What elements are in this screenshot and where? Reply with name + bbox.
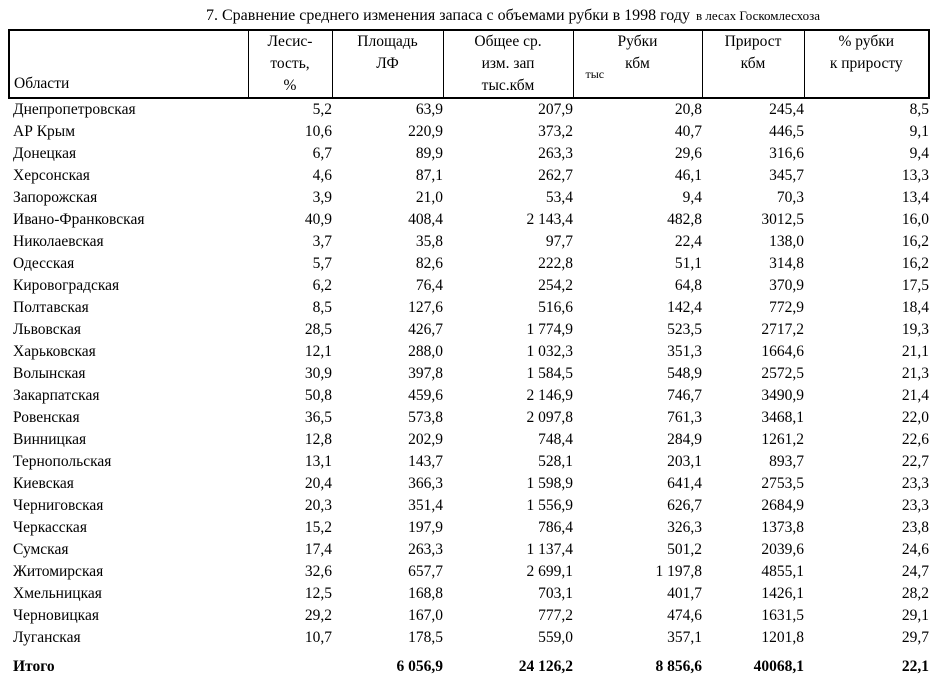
- forest-cover-cell: 20,3: [304, 497, 332, 514]
- region-cell: АР Крым: [13, 123, 75, 140]
- table-title-main: 7. Сравнение среднего изменения запаса с объемами рубки в 1998 году: [206, 7, 690, 24]
- pct-cell: 23,3: [901, 475, 929, 492]
- pct-cell: 24,6: [901, 541, 929, 558]
- table-row: [9, 495, 929, 517]
- pct-cell: 13,3: [901, 167, 929, 184]
- area-cell: 143,7: [408, 453, 443, 470]
- forest-cover-cell: 12,8: [304, 431, 332, 448]
- region-cell: Николаевская: [13, 233, 104, 250]
- total-stock-change-cell: 24 126,2: [518, 658, 573, 675]
- table-row: [9, 143, 929, 165]
- region-cell: Одесская: [13, 255, 75, 272]
- forest-cover-cell: 12,1: [304, 343, 332, 360]
- forest-cover-cell: 6,7: [312, 145, 332, 162]
- stock-change-cell: 1 584,5: [526, 365, 573, 382]
- region-cell: Черкасская: [13, 519, 87, 536]
- cutting-cell: 761,3: [667, 409, 702, 426]
- growth-cell: 2039,6: [761, 541, 804, 558]
- region-cell: Запорожская: [13, 189, 98, 206]
- stock-change-cell: 516,6: [538, 299, 573, 316]
- table-row: [9, 385, 929, 407]
- header-cutting: [573, 30, 702, 98]
- stock-change-cell: 2 143,4: [526, 211, 573, 228]
- region-cell: Ровенская: [13, 409, 80, 426]
- header-cutting-line2: кбм: [625, 55, 650, 72]
- stock-change-cell: 786,4: [538, 519, 573, 536]
- table-row: [9, 341, 929, 363]
- header-forest-cover-line3: %: [283, 77, 297, 94]
- total-growth-cell: 40068,1: [753, 658, 804, 675]
- pct-cell: 28,2: [901, 585, 929, 602]
- area-cell: 63,9: [415, 101, 443, 118]
- area-cell: 21,0: [415, 189, 443, 206]
- area-cell: 87,1: [415, 167, 443, 184]
- table-row: [9, 209, 929, 231]
- region-cell: Хмельницкая: [13, 585, 102, 602]
- area-cell: 288,0: [408, 343, 443, 360]
- growth-cell: 3490,9: [761, 387, 804, 404]
- table-row: [9, 187, 929, 209]
- area-cell: 202,9: [408, 431, 443, 448]
- cutting-cell: 523,5: [667, 321, 702, 338]
- cutting-cell: 746,7: [667, 387, 702, 404]
- growth-cell: 70,3: [776, 189, 804, 206]
- region-cell: Киевская: [13, 475, 74, 492]
- region-cell: Луганская: [13, 629, 81, 646]
- area-cell: 127,6: [408, 299, 443, 316]
- cutting-cell: 501,2: [667, 541, 702, 558]
- growth-cell: 446,5: [769, 123, 804, 140]
- table-row: [9, 297, 929, 319]
- forest-cover-cell: 6,2: [312, 277, 332, 294]
- area-cell: 263,3: [408, 541, 443, 558]
- stock-change-cell: 222,8: [538, 255, 573, 272]
- table-row: [9, 275, 929, 297]
- header-pct: [804, 30, 929, 98]
- table-row: [9, 121, 929, 143]
- stock-change-cell: 207,9: [538, 101, 573, 118]
- forest-cover-cell: 5,7: [312, 255, 332, 272]
- cutting-cell: 482,8: [667, 211, 702, 228]
- table-row: [9, 517, 929, 539]
- growth-cell: 3468,1: [761, 409, 804, 426]
- stock-change-cell: 2 097,8: [526, 409, 573, 426]
- region-cell: Закарпатская: [13, 387, 100, 404]
- growth-cell: 138,0: [769, 233, 804, 250]
- cutting-cell: 641,4: [667, 475, 702, 492]
- pct-cell: 19,3: [901, 321, 929, 338]
- growth-cell: 1373,8: [761, 519, 804, 536]
- table-row: [9, 363, 929, 385]
- header-growth-line2: кбм: [740, 55, 766, 72]
- area-cell: 351,4: [408, 497, 443, 514]
- cutting-cell: 1 197,8: [655, 563, 702, 580]
- pct-cell: 22,7: [901, 453, 929, 470]
- pct-cell: 23,8: [901, 519, 929, 536]
- total-area-cell: 6 056,9: [396, 658, 443, 675]
- pct-cell: 21,1: [901, 343, 929, 360]
- header-area-line1: Площадь: [357, 33, 418, 50]
- header-pct-line2: к приросту: [829, 55, 903, 72]
- area-cell: 366,3: [408, 475, 443, 492]
- area-cell: 197,9: [408, 519, 443, 536]
- header-regions: [9, 30, 248, 98]
- forest-cover-cell: 50,8: [304, 387, 332, 404]
- forest-cover-cell: 12,5: [304, 585, 332, 602]
- header-forest-cover-line2: тость,: [270, 55, 310, 72]
- area-cell: 35,8: [415, 233, 443, 250]
- area-cell: 573,8: [408, 409, 443, 426]
- area-cell: 408,4: [408, 211, 443, 228]
- forest-cover-cell: 4,6: [312, 167, 332, 184]
- stock-change-cell: 373,2: [538, 123, 573, 140]
- stock-change-cell: 53,4: [545, 189, 573, 206]
- cutting-cell: 64,8: [674, 277, 702, 294]
- cutting-cell: 326,3: [667, 519, 702, 536]
- table-row: [9, 561, 929, 583]
- table-row: [9, 319, 929, 341]
- forest-cover-cell: 28,5: [304, 321, 332, 338]
- stock-change-cell: 703,1: [538, 585, 573, 602]
- table-row: [9, 583, 929, 605]
- cutting-cell: 29,6: [674, 145, 702, 162]
- growth-cell: 2717,2: [761, 321, 804, 338]
- forest-cover-cell: 17,4: [304, 541, 332, 558]
- forest-cover-cell: 8,5: [312, 299, 332, 316]
- data-table: [8, 29, 930, 681]
- pct-cell: 16,2: [901, 233, 929, 250]
- growth-cell: 2572,5: [761, 365, 804, 382]
- stock-change-cell: 262,7: [538, 167, 573, 184]
- area-cell: 657,7: [408, 563, 443, 580]
- region-cell: Херсонская: [13, 167, 90, 184]
- cutting-cell: 351,3: [667, 343, 702, 360]
- region-cell: Винницкая: [13, 431, 87, 448]
- region-cell: Полтавская: [13, 299, 89, 316]
- table-row: [9, 253, 929, 275]
- header-pct-line1: % рубки: [838, 33, 895, 50]
- growth-cell: 2684,9: [761, 497, 804, 514]
- pct-cell: 23,3: [901, 497, 929, 514]
- header-area-line2: ЛФ: [376, 55, 399, 72]
- growth-cell: 316,6: [769, 145, 804, 162]
- header-row: [9, 30, 929, 98]
- cutting-cell: 548,9: [667, 365, 702, 382]
- forest-cover-cell: 29,2: [304, 607, 332, 624]
- forest-cover-cell: 40,9: [304, 211, 332, 228]
- table-row: [9, 429, 929, 451]
- area-cell: 89,9: [415, 145, 443, 162]
- area-cell: 459,6: [408, 387, 443, 404]
- header-growth: [702, 30, 804, 98]
- region-cell: Ивано-Франковская: [13, 211, 145, 228]
- region-cell: Харьковская: [13, 343, 96, 360]
- stock-change-cell: 2 146,9: [526, 387, 573, 404]
- region-cell: Тернопольская: [13, 453, 112, 470]
- stock-change-cell: 1 774,9: [526, 321, 573, 338]
- forest-cover-cell: 13,1: [304, 453, 332, 470]
- table-title-suffix: в лесах Госкомлесхоза: [695, 8, 821, 23]
- forest-cover-cell: 3,9: [312, 189, 332, 206]
- area-cell: 76,4: [415, 277, 443, 294]
- region-cell: Сумская: [13, 541, 69, 558]
- stock-change-cell: 1 137,4: [526, 541, 573, 558]
- area-cell: 426,7: [408, 321, 443, 338]
- header-stock-change-line2: изм. зап: [481, 55, 535, 72]
- cutting-cell: 46,1: [674, 167, 702, 184]
- cutting-cell: 474,6: [667, 607, 702, 624]
- pct-cell: 24,7: [901, 563, 929, 580]
- cutting-cell: 9,4: [682, 189, 702, 206]
- cutting-cell: 357,1: [667, 629, 702, 646]
- table-body: [9, 98, 929, 681]
- cutting-cell: 284,9: [667, 431, 702, 448]
- pct-cell: 21,4: [901, 387, 929, 404]
- header-cutting-line1: Рубки: [617, 33, 658, 50]
- growth-cell: 3012,5: [761, 211, 804, 228]
- region-cell: Житомирская: [13, 563, 104, 580]
- table-row: [9, 407, 929, 429]
- forest-cover-cell: 5,2: [312, 101, 332, 118]
- pct-cell: 29,1: [901, 607, 929, 624]
- table-row: [9, 165, 929, 187]
- total-row: [9, 649, 929, 681]
- stock-change-cell: 528,1: [538, 453, 573, 470]
- cutting-cell: 203,1: [667, 453, 702, 470]
- total-pct-cell: 22,1: [901, 658, 929, 675]
- header-stock-change-line1: Общее ср.: [474, 33, 542, 50]
- stock-change-cell: 97,7: [545, 233, 573, 250]
- header-regions-label: Области: [14, 75, 70, 92]
- stock-change-cell: 559,0: [538, 629, 573, 646]
- area-cell: 167,0: [408, 607, 443, 624]
- cutting-cell: 40,7: [674, 123, 702, 140]
- area-cell: 397,8: [408, 365, 443, 382]
- header-forest-cover-line1: Лесис-: [267, 33, 313, 50]
- stock-change-cell: 1 032,3: [526, 343, 573, 360]
- forest-cover-cell: 10,7: [304, 629, 332, 646]
- total-forest-cover-cell: [248, 649, 332, 681]
- forest-cover-cell: 20,4: [304, 475, 332, 492]
- growth-cell: 1631,5: [761, 607, 804, 624]
- area-cell: 178,5: [408, 629, 443, 646]
- region-cell: Черниговская: [13, 497, 104, 514]
- header-growth-line1: Прирост: [724, 33, 782, 50]
- forest-cover-cell: 10,6: [304, 123, 332, 140]
- pct-cell: 8,5: [909, 101, 929, 118]
- table-row: [9, 539, 929, 561]
- forest-cover-cell: 30,9: [304, 365, 332, 382]
- pct-cell: 21,3: [901, 365, 929, 382]
- stock-change-cell: 777,2: [538, 607, 573, 624]
- growth-cell: 1261,2: [761, 431, 804, 448]
- stock-change-cell: 263,3: [538, 145, 573, 162]
- cutting-cell: 20,8: [674, 101, 702, 118]
- pct-cell: 13,4: [901, 189, 929, 206]
- total-region-cell: Итого: [13, 658, 55, 675]
- growth-cell: 893,7: [769, 453, 804, 470]
- region-cell: Черновицкая: [13, 607, 99, 624]
- table-row: [9, 627, 929, 649]
- stock-change-cell: 2 699,1: [526, 563, 573, 580]
- area-cell: 220,9: [408, 123, 443, 140]
- growth-cell: 1664,6: [761, 343, 804, 360]
- forest-cover-cell: 36,5: [304, 409, 332, 426]
- forest-cover-cell: 32,6: [304, 563, 332, 580]
- pct-cell: 22,6: [901, 431, 929, 448]
- cutting-cell: 401,7: [667, 585, 702, 602]
- pct-cell: 9,1: [909, 123, 929, 140]
- cutting-cell: 22,4: [674, 233, 702, 250]
- cutting-cell: 51,1: [674, 255, 702, 272]
- pct-cell: 16,2: [901, 255, 929, 272]
- growth-cell: 1201,8: [761, 629, 804, 646]
- stock-change-cell: 254,2: [538, 277, 573, 294]
- table-row: [9, 451, 929, 473]
- region-cell: Львовская: [13, 321, 81, 338]
- growth-cell: 314,8: [769, 255, 804, 272]
- table-row: [9, 231, 929, 253]
- growth-cell: 772,9: [769, 299, 804, 316]
- growth-cell: 2753,5: [761, 475, 804, 492]
- growth-cell: 4855,1: [761, 563, 804, 580]
- header-forest-cover: [248, 30, 332, 98]
- header-cutting-unit: тыс: [585, 67, 605, 81]
- table-row: [9, 473, 929, 495]
- region-cell: Донецкая: [13, 145, 77, 162]
- area-cell: 82,6: [415, 255, 443, 272]
- header-stock-change-line3: тыс.кбм: [481, 77, 535, 94]
- region-cell: Волынская: [13, 365, 86, 382]
- region-cell: Кировоградская: [13, 277, 120, 294]
- table-title: [206, 7, 820, 25]
- header-stock-change: [443, 30, 573, 98]
- growth-cell: 1426,1: [761, 585, 804, 602]
- pct-cell: 16,0: [901, 211, 929, 228]
- pct-cell: 17,5: [901, 277, 929, 294]
- pct-cell: 9,4: [909, 145, 929, 162]
- total-cutting-cell: 8 856,6: [655, 658, 702, 675]
- pct-cell: 22,0: [901, 409, 929, 426]
- area-cell: 168,8: [408, 585, 443, 602]
- forest-cover-cell: 3,7: [312, 233, 332, 250]
- table-row: [9, 98, 929, 121]
- stock-change-cell: 748,4: [538, 431, 573, 448]
- stock-change-cell: 1 598,9: [526, 475, 573, 492]
- pct-cell: 29,7: [901, 629, 929, 646]
- growth-cell: 245,4: [769, 101, 804, 118]
- header-area: [332, 30, 443, 98]
- forest-cover-cell: 15,2: [304, 519, 332, 536]
- table-row: [9, 605, 929, 627]
- pct-cell: 18,4: [901, 299, 929, 316]
- growth-cell: 370,9: [769, 277, 804, 294]
- region-cell: Днепропетровская: [13, 101, 136, 118]
- stock-change-cell: 1 556,9: [526, 497, 573, 514]
- growth-cell: 345,7: [769, 167, 804, 184]
- cutting-cell: 626,7: [667, 497, 702, 514]
- cutting-cell: 142,4: [667, 299, 702, 316]
